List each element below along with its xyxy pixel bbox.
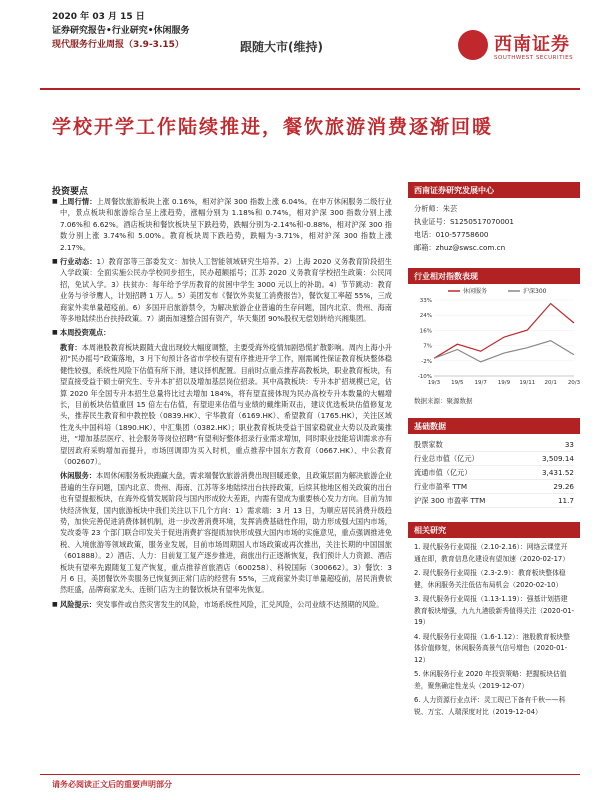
header-divider bbox=[40, 88, 580, 90]
related-list bbox=[408, 538, 580, 725]
x-tick-label: 19/11 bbox=[519, 380, 536, 386]
y-tick-label: 33% bbox=[419, 298, 432, 304]
para-market: ■ 上周行情：上周餐饮旅游板块上涨 0.16%，相对沪深 300 指数上涨 6.04%。在申万休闲服务二级行业中，景点板块和旅游综合呈上涨趋势，涨幅分别为 1.18%和 0.74%，相对沪深 300 指数分别上涨 7.06%和 6.62%。酒店板块和餐饮板块呈下跌趋势，跌幅分别为-2.14%和-0.88%，相对沪深 300 指数分别上涨 3.74%和 5.00%。教育板块周下跌趋势，跌幅为-3.71%，相对沪深 300 指数上涨 2.17%。 bbox=[52, 196, 392, 253]
related-item[interactable]: 6. 人力资源行业点评：灵工现已下备有千秋——科锐、万宝、人瑞深度对比（2019-12-04） bbox=[414, 696, 566, 716]
y-tick-label: 7% bbox=[423, 343, 432, 350]
analyst-phone: 电话：010-57758600 bbox=[414, 230, 489, 239]
x-tick-label: 20/3 bbox=[567, 380, 580, 386]
base-data-key: 行业市盈率 TTM bbox=[414, 482, 468, 491]
summary-heading: 投资要点 bbox=[52, 187, 89, 197]
y-tick-label: -2% bbox=[421, 358, 432, 365]
analyst-panel bbox=[408, 182, 580, 258]
analyst-email[interactable]: 邮箱：zhuz@swsc.com.cn bbox=[414, 243, 506, 252]
base-data-panel bbox=[408, 418, 580, 512]
chart-container bbox=[408, 284, 580, 394]
y-tick-label: 16% bbox=[419, 328, 432, 335]
chart-panel bbox=[408, 268, 580, 407]
base-data-row bbox=[414, 452, 574, 466]
y-tick-label: 24% bbox=[419, 313, 432, 320]
related-item[interactable]: 1. 现代服务行业周报（2.10-2.16）：网络云课堂开通在即，教育信息化建设有望加速（2020-02-17） bbox=[414, 543, 570, 563]
related-item[interactable]: 2. 现代服务行业周报（2.3-2.9）：教育板块整体稳健，休闲服务关注低估布局机会（2020-02-10） bbox=[414, 569, 566, 589]
x-tick-label: 19/3 bbox=[427, 380, 441, 386]
base-data-value: 33 bbox=[564, 440, 574, 449]
x-tick-label: 19/7 bbox=[474, 380, 487, 386]
logo-icon bbox=[458, 30, 488, 60]
analyst-cert: 执业证号：S1250517070001 bbox=[414, 217, 514, 226]
analyst-name: 分析师：朱芸 bbox=[414, 204, 458, 213]
para-risk: ■ 风险提示：突发事件或自然灾害发生的风险，市场系统性风险，汇兑风险，公司业绩不达预期的风险。 bbox=[52, 599, 392, 610]
x-tick-label: 19/9 bbox=[497, 380, 511, 386]
para-news: ■ 行业动态：1）教育部等三部委发文：加快人工智能领域研究生培养。2）上海 2020 义务教育阶段招生入学政策：全面实施公民办学校同步招生，民办超额摇号；江苏 2020 义务教育学校招生政策：公民同招，免试入学。3）扶贫办：每年给予学历教育的贫困中学生 3000 元以上的补助。4）节节跳动：教育业务与爷爷鹰人，计划招聘 1 万人。5）美团发布《餐饮外卖复工消费报告》，餐饮复工率超 55%，三成商家外卖单量超疫前。6）多国开启旅游禁令，为解决旅游企业普遍的生存问题，国内北京、贵州、海南等多地陆续出台扶持政策。7）湖南加速整合国有资产，华天集团 90%股权无偿划转给兴湘集团。 bbox=[52, 256, 392, 324]
base-data-key: 行业总市值（亿元） bbox=[414, 454, 479, 463]
base-data-row bbox=[414, 466, 574, 480]
footer-divider bbox=[40, 774, 580, 775]
series-line-hs300 bbox=[434, 341, 574, 362]
legend-label-hs300: 沪深300 bbox=[523, 288, 547, 295]
related-item[interactable]: 4. 现代服务行业周报（1.6-1.12）：港股教育板块整体价值修复，休闲服务高景气信号增色（2020-01-12） bbox=[414, 632, 570, 664]
summary-body bbox=[52, 196, 392, 613]
base-data-value: 3,431.52 bbox=[541, 468, 574, 477]
related-heading: 相关研究 bbox=[408, 522, 580, 538]
report-date: 2020 年 03 月 15 日 bbox=[52, 12, 145, 22]
base-data-heading: 基础数据 bbox=[408, 418, 580, 434]
related-item[interactable]: 5. 休闲服务行业 2020 年投资策略：把握板块估值差，聚焦确定性龙头（2019-12-07） bbox=[414, 670, 567, 690]
para-view-head: ■ 本周投资观点： bbox=[52, 327, 392, 338]
report-category: 证券研究报告•行业研究•休闲服务 bbox=[52, 26, 190, 36]
base-data-key: 股票家数 bbox=[414, 440, 443, 449]
relative-index-chart bbox=[408, 284, 580, 394]
related-item[interactable]: 3. 现代服务行业周报（1.13-1.19）：强基计划搭建教育板块增强，九九九港股新秀值得关注（2020-01-19） bbox=[414, 595, 574, 626]
y-tick-label: -10% bbox=[417, 374, 432, 380]
chart-source: 数据来源：聚源数据 bbox=[414, 397, 473, 405]
base-data-row bbox=[414, 438, 574, 452]
footer-note: 请务必阅读正文后的重要声明部分 bbox=[52, 780, 172, 789]
logo-cn: 西南证券 bbox=[494, 34, 570, 55]
report-series: 现代服务行业周报（3.9-3.15） bbox=[52, 40, 184, 50]
para-education: 教育：本周港股教育板块跟随大盘出现较大幅度调整，主要受海外疫情加剧恐慌扩散影响。周内上海小升初“民办摇号”政策落地，3 月下旬预计各省市学校有望有序推进开学工作，刚需属性保证教育板块整体稳健性较强，系统性风险下估值有所下滑，建议择机配置。目前时点重点推荐高教板块，职业教育板块，有望直接受益于硕士研究生、专升本扩招以及增加基层岗位招录。其中高教板块：专升本扩招规模已定，估算 2020 年全国专升本招生总量将比过去增加 184%，将有望直接体现为民办高校专升本数量的大幅增长，目前板块估值重回 15 倍左右估值，有望迎来估值与业绩的戴维斯双击，建议优选板块估值修复龙头，推荐民生教育和中教控股（0839.HK）、宇华教育（6169.HK）、希望教育（1765.HK），关注区域性龙头中国科培（1890.HK）、中汇集团（0382.HK）；职业教育板块受益于国家稳就业大势以及政策推进，“增加基层医疗、社会服务等岗位招聘”有望利好整体招录行业需求增加，同时职业技能培训需求亦有望因政府采购增加而提升，市场回调即为买入时机，重点推荐中国东方教育（0667.HK）、中公教育（002607）。 bbox=[60, 342, 392, 466]
base-data-key: 沪深 300 市盈率 TTM bbox=[414, 496, 486, 505]
related-panel bbox=[408, 522, 580, 725]
company-logo bbox=[458, 28, 578, 68]
base-data-value: 29.26 bbox=[553, 482, 574, 491]
legend-label-leisure: 休闲服务 bbox=[463, 288, 488, 295]
base-data-row bbox=[414, 480, 574, 494]
base-data-row bbox=[414, 494, 574, 508]
x-tick-label: 19/5 bbox=[451, 380, 464, 386]
page-title: 学校开学工作陆续推进，餐饮旅游消费逐渐回暖 bbox=[52, 116, 494, 138]
rating: 跟随大市(维持) bbox=[240, 40, 323, 54]
x-tick-label: 20/1 bbox=[544, 380, 557, 386]
base-data-value: 11.7 bbox=[557, 496, 574, 505]
base-data-value: 3,509.14 bbox=[541, 454, 574, 463]
logo-en: SOUTHWEST SECURITIES bbox=[494, 55, 574, 61]
chart-heading: 行业相对指数表现 bbox=[408, 268, 580, 284]
base-data-key: 流通市值（亿元） bbox=[414, 468, 472, 477]
analyst-heading: 西南证券研究发展中心 bbox=[408, 182, 580, 198]
base-data-table bbox=[408, 434, 580, 512]
header-left bbox=[52, 10, 190, 52]
para-leisure: 休闲服务：本周休闲服务板块跑赢大盘，需求端餐饮旅游消费出现回暖迹象，且政策层面为解决旅游企业普遍的生存问题，国内北京、贵州、海南、江苏等多地陆续出台扶持政策，后续其他地区相关政策的出台也有望提振板块，在海外疫情发展阶段与国内形成较大差距，内需有望成为重要核心发力方向。目前为加快经济恢复，国内旅游板块中我们关注以下几个方向：1）需求端：3 月 13 日，为顺应居民消费升级趋势，加快完善促进消费体制机制，进一步改善消费环境，发挥消费基础性作用，助力形成强大国内市场，发改委等 23 个部门联合印发关于促进消费扩容提质加快形成强大国内市场的实施意见，重点强调推进免税、入境旅游等领域政策，服务业发展，目前市场周期国人市场政策或再次推出，关注长期的中国国旅（601888）。2）酒店、人力：目前复工复产逐步推进，商旅出行正逐渐恢复，我们预计人力资源、酒店板块有望率先跟随复工复产恢复，重点推荐首旅酒店（600258）、科锐国际（300662）。3）餐饮：3 月 6 日，美团餐饮外卖服务已恢复到正常门店的经营有 55%，三成商家外卖订单量超疫前，居民消费依然旺盛，品牌商家龙头、连锁门店为主的餐饮板块有望率先恢复。 bbox=[60, 471, 392, 595]
